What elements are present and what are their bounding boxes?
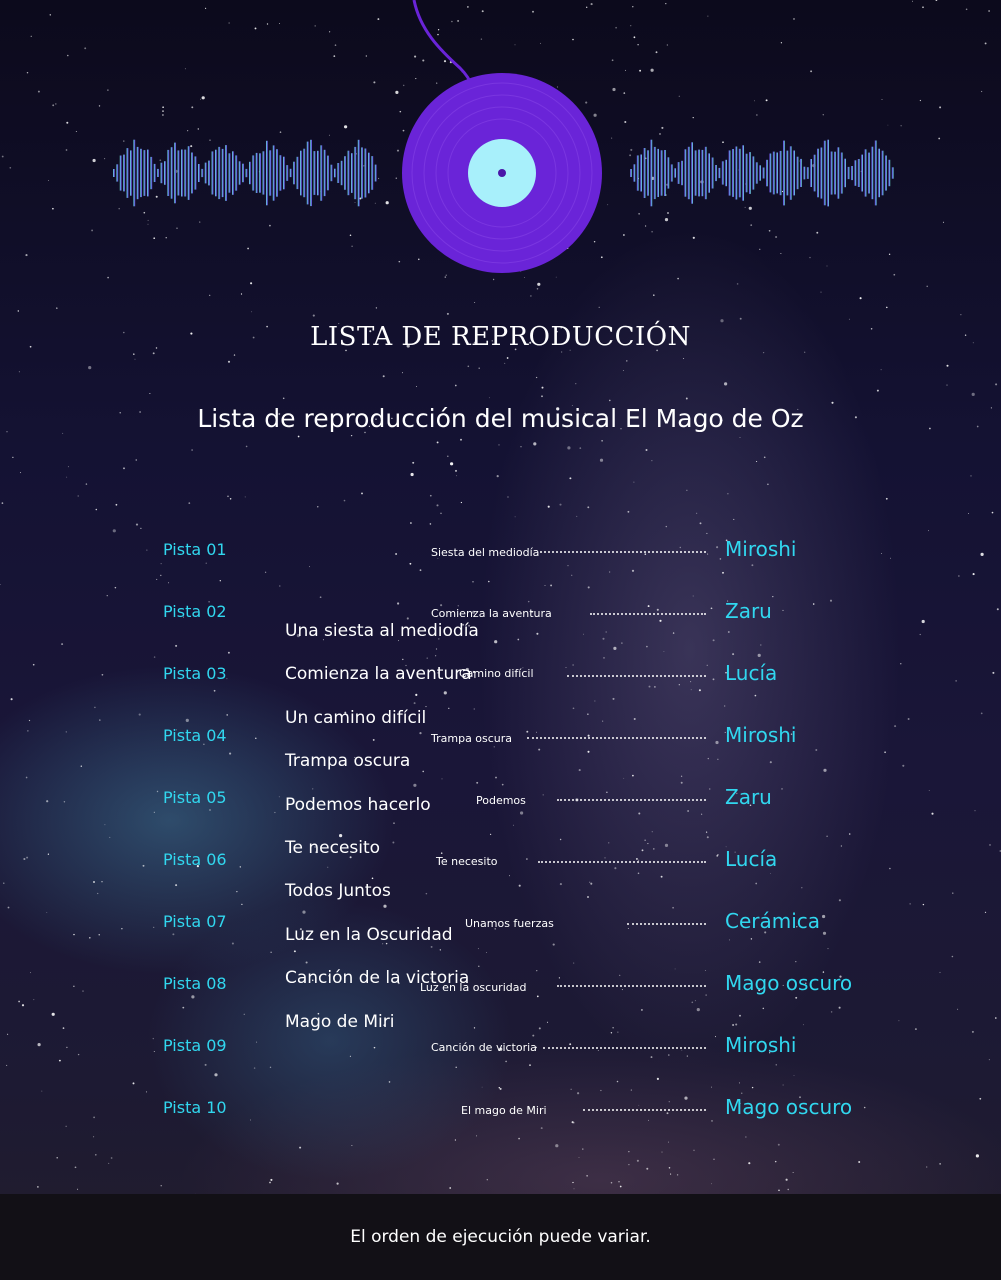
track-number: Pista 03 — [163, 664, 227, 683]
overlay-song-title: Una siesta al mediodía — [285, 621, 479, 641]
overlay-song-title: Podemos hacerlo — [285, 794, 431, 815]
track-song: Unamos fuerzas — [465, 917, 554, 930]
page-title: LISTA DE REPRODUCCIÓN — [310, 322, 691, 352]
dotted-leader — [543, 1047, 706, 1049]
track-song: Canción de victoria — [431, 1041, 537, 1054]
track-number: Pista 06 — [163, 850, 227, 869]
dotted-leader — [590, 613, 706, 615]
track-song: El mago de Miri — [461, 1104, 547, 1117]
header-artwork — [0, 0, 1001, 300]
track-artist: Zaru — [725, 599, 772, 623]
track-artist: Lucía — [725, 661, 778, 685]
overlay-song-title: Luz en la Oscuridad — [285, 924, 453, 945]
track-song: Trampa oscura — [431, 732, 513, 745]
dotted-leader — [627, 923, 706, 925]
dotted-leader — [527, 737, 706, 739]
track-artist: Miroshi — [725, 1033, 797, 1057]
overlay-song-title: Un camino difícil — [285, 707, 427, 728]
dotted-leader — [557, 985, 706, 987]
track-number: Pista 07 — [163, 912, 227, 931]
sound-wave-icon — [113, 140, 377, 207]
track-artist: Miroshi — [725, 537, 797, 561]
overlay-song-title: Te necesito — [285, 838, 381, 858]
track-number: Pista 05 — [163, 788, 227, 807]
track-song: Camino difícil — [459, 667, 534, 680]
overlay-song-title: Mago de Miri — [285, 1011, 395, 1032]
dotted-leader — [538, 861, 706, 863]
track-artist: Zaru — [725, 785, 772, 809]
track-artist: Miroshi — [725, 723, 797, 747]
track-artist: Mago oscuro — [725, 971, 853, 995]
track-song: Siesta del mediodía — [431, 546, 540, 559]
vinyl-record-icon — [402, 0, 602, 273]
overlay-song-title: Canción de la victoria — [285, 968, 470, 989]
footer-bar — [0, 1194, 1001, 1280]
track-number: Pista 02 — [163, 602, 227, 621]
track-number: Pista 01 — [163, 540, 227, 559]
track-song: Podemos — [476, 794, 526, 807]
track-number: Pista 08 — [163, 974, 227, 993]
track-song: Luz en la oscuridad — [420, 981, 527, 994]
page-subtitle: Lista de reproducción del musical El Mago de Oz — [197, 404, 804, 433]
dotted-leader — [583, 1109, 706, 1111]
track-song: Comienza la aventura — [431, 607, 552, 620]
dotted-leader — [567, 675, 706, 677]
overlay-song-title: Trampa oscura — [285, 751, 411, 772]
overlay-song-title: Todos Juntos — [285, 881, 391, 902]
track-number: Pista 04 — [163, 726, 227, 745]
sound-wave-icon — [630, 140, 894, 207]
track-number: Pista 09 — [163, 1036, 227, 1055]
track-song: Te necesito — [436, 855, 498, 868]
footer-note: El orden de ejecución puede variar. — [350, 1227, 651, 1247]
dotted-leader — [540, 551, 706, 553]
track-artist: Cerámica — [725, 909, 821, 933]
track-artist: Lucía — [725, 847, 778, 871]
track-artist: Mago oscuro — [725, 1095, 853, 1119]
overlay-song-title: Comienza la aventura — [285, 664, 472, 685]
track-number: Pista 10 — [163, 1098, 227, 1117]
dotted-leader — [557, 799, 706, 801]
